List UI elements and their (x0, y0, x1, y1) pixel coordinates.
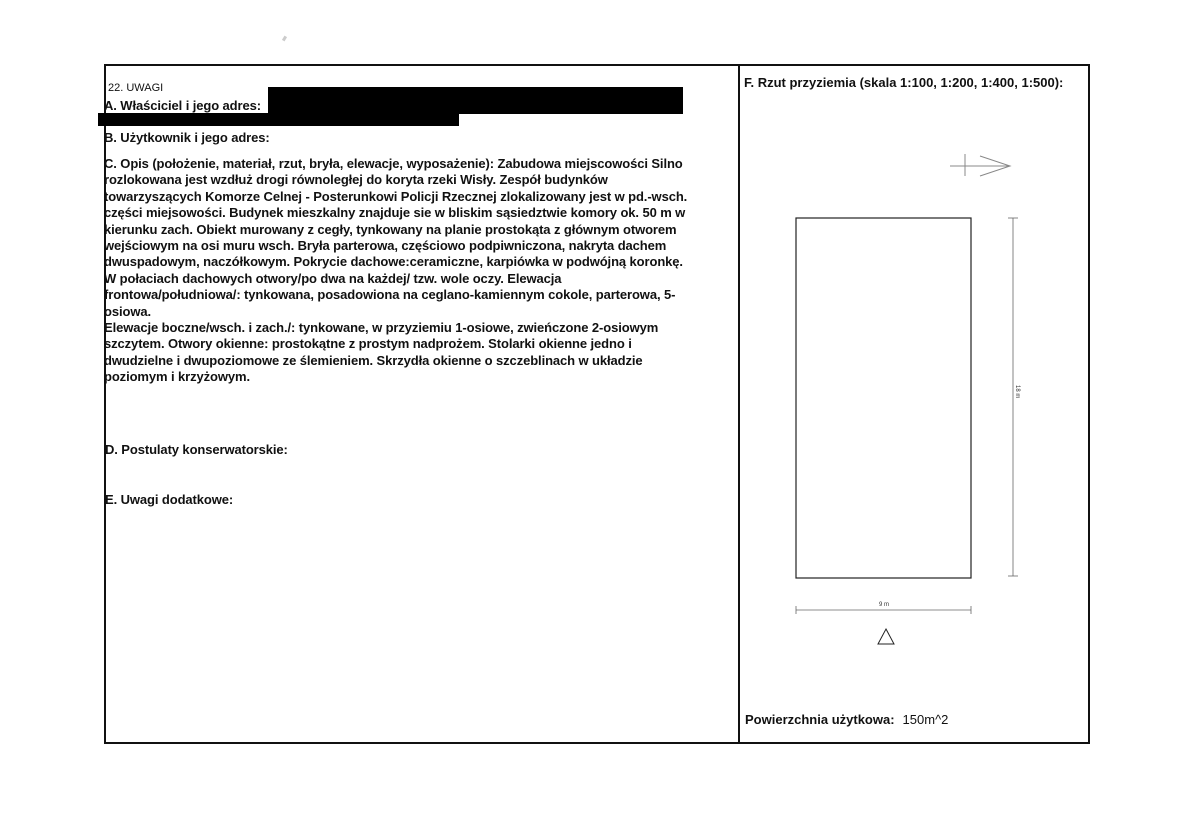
usable-area-value: 150m^2 (902, 712, 949, 727)
section-number: 22. UWAGI (108, 82, 164, 94)
building-outline (796, 218, 971, 578)
description-block (104, 156, 734, 386)
owner-redaction (268, 87, 683, 114)
owner-redaction-2 (98, 113, 459, 126)
owner-label: A. Właściciel i jego adres: (104, 98, 261, 113)
scan-mark (282, 36, 287, 42)
height-dimension-label: 18 m (1014, 385, 1020, 399)
additional-label: E. Uwagi dodatkowe: (105, 492, 234, 507)
width-dimension-label: 9 m (878, 602, 890, 608)
user-label: B. Użytkownik i jego adres: (104, 130, 270, 145)
conservation-label: D. Postulaty konserwatorskie: (105, 442, 288, 457)
description-text: Zabudowa miejscowości Silno rozlokowana jest wzdłuż drogi równoległej do koryta rzeki Wisły. Zespół budynków towarzyszących Komorze Celnej - Posterunkowi Policji Rzecznej zlokalizowany jest w pd.-wsch. części miejsowości. Budynek mieszkalny znajduje sie w bliskim sąsiedztwie komory ok. 50 m w kierunku zach. Obiekt murowany z cegły, tynkowany na planie prostokąta z głównym otworem wejściowym na osi muru wsch. Bryła parterowa, częściowo podpiwniczona, nakryta dachem dwuspadowym, naczółkowym. Pokrycie dachowe:ceramiczne, karpiówka w podwójną koronkę. W połaciach dachowych otwory/po dwa na każdej/ tzw. wole oczy. Elewacja frontowa/południowa/: tynkowana, posadowiona na ceglano-kamiennym cokole, parterowa, 5- osiowa. Elewacje boczne/wsch. i zach./: tynkowane, w przyziemiu 1-osiowe, zwieńczone 2-osiowym szczytem. Otwory okienne: prostokątne z prostym nadprożem. Stolarki okienne jedno i dwudzielne i dwupoziomowe ze ślemieniem. Skrzydła okienne o szczeblinach w układzie poziomym i krzyżowym. (104, 156, 688, 385)
usable-area-label: Powierzchnia użytkowa: (745, 712, 895, 727)
north-arrow-icon (950, 154, 1010, 176)
triangle-icon (878, 629, 894, 644)
description-label: C. Opis (położenie, materiał, rzut, bryła, elewacje, wyposażenie): (104, 156, 495, 171)
usable-area (745, 712, 948, 727)
plan-title: F. Rzut przyziemia (skala 1:100, 1:200, 1:400, 1:500): (744, 75, 1064, 90)
ground-plan-drawing (740, 140, 1080, 660)
